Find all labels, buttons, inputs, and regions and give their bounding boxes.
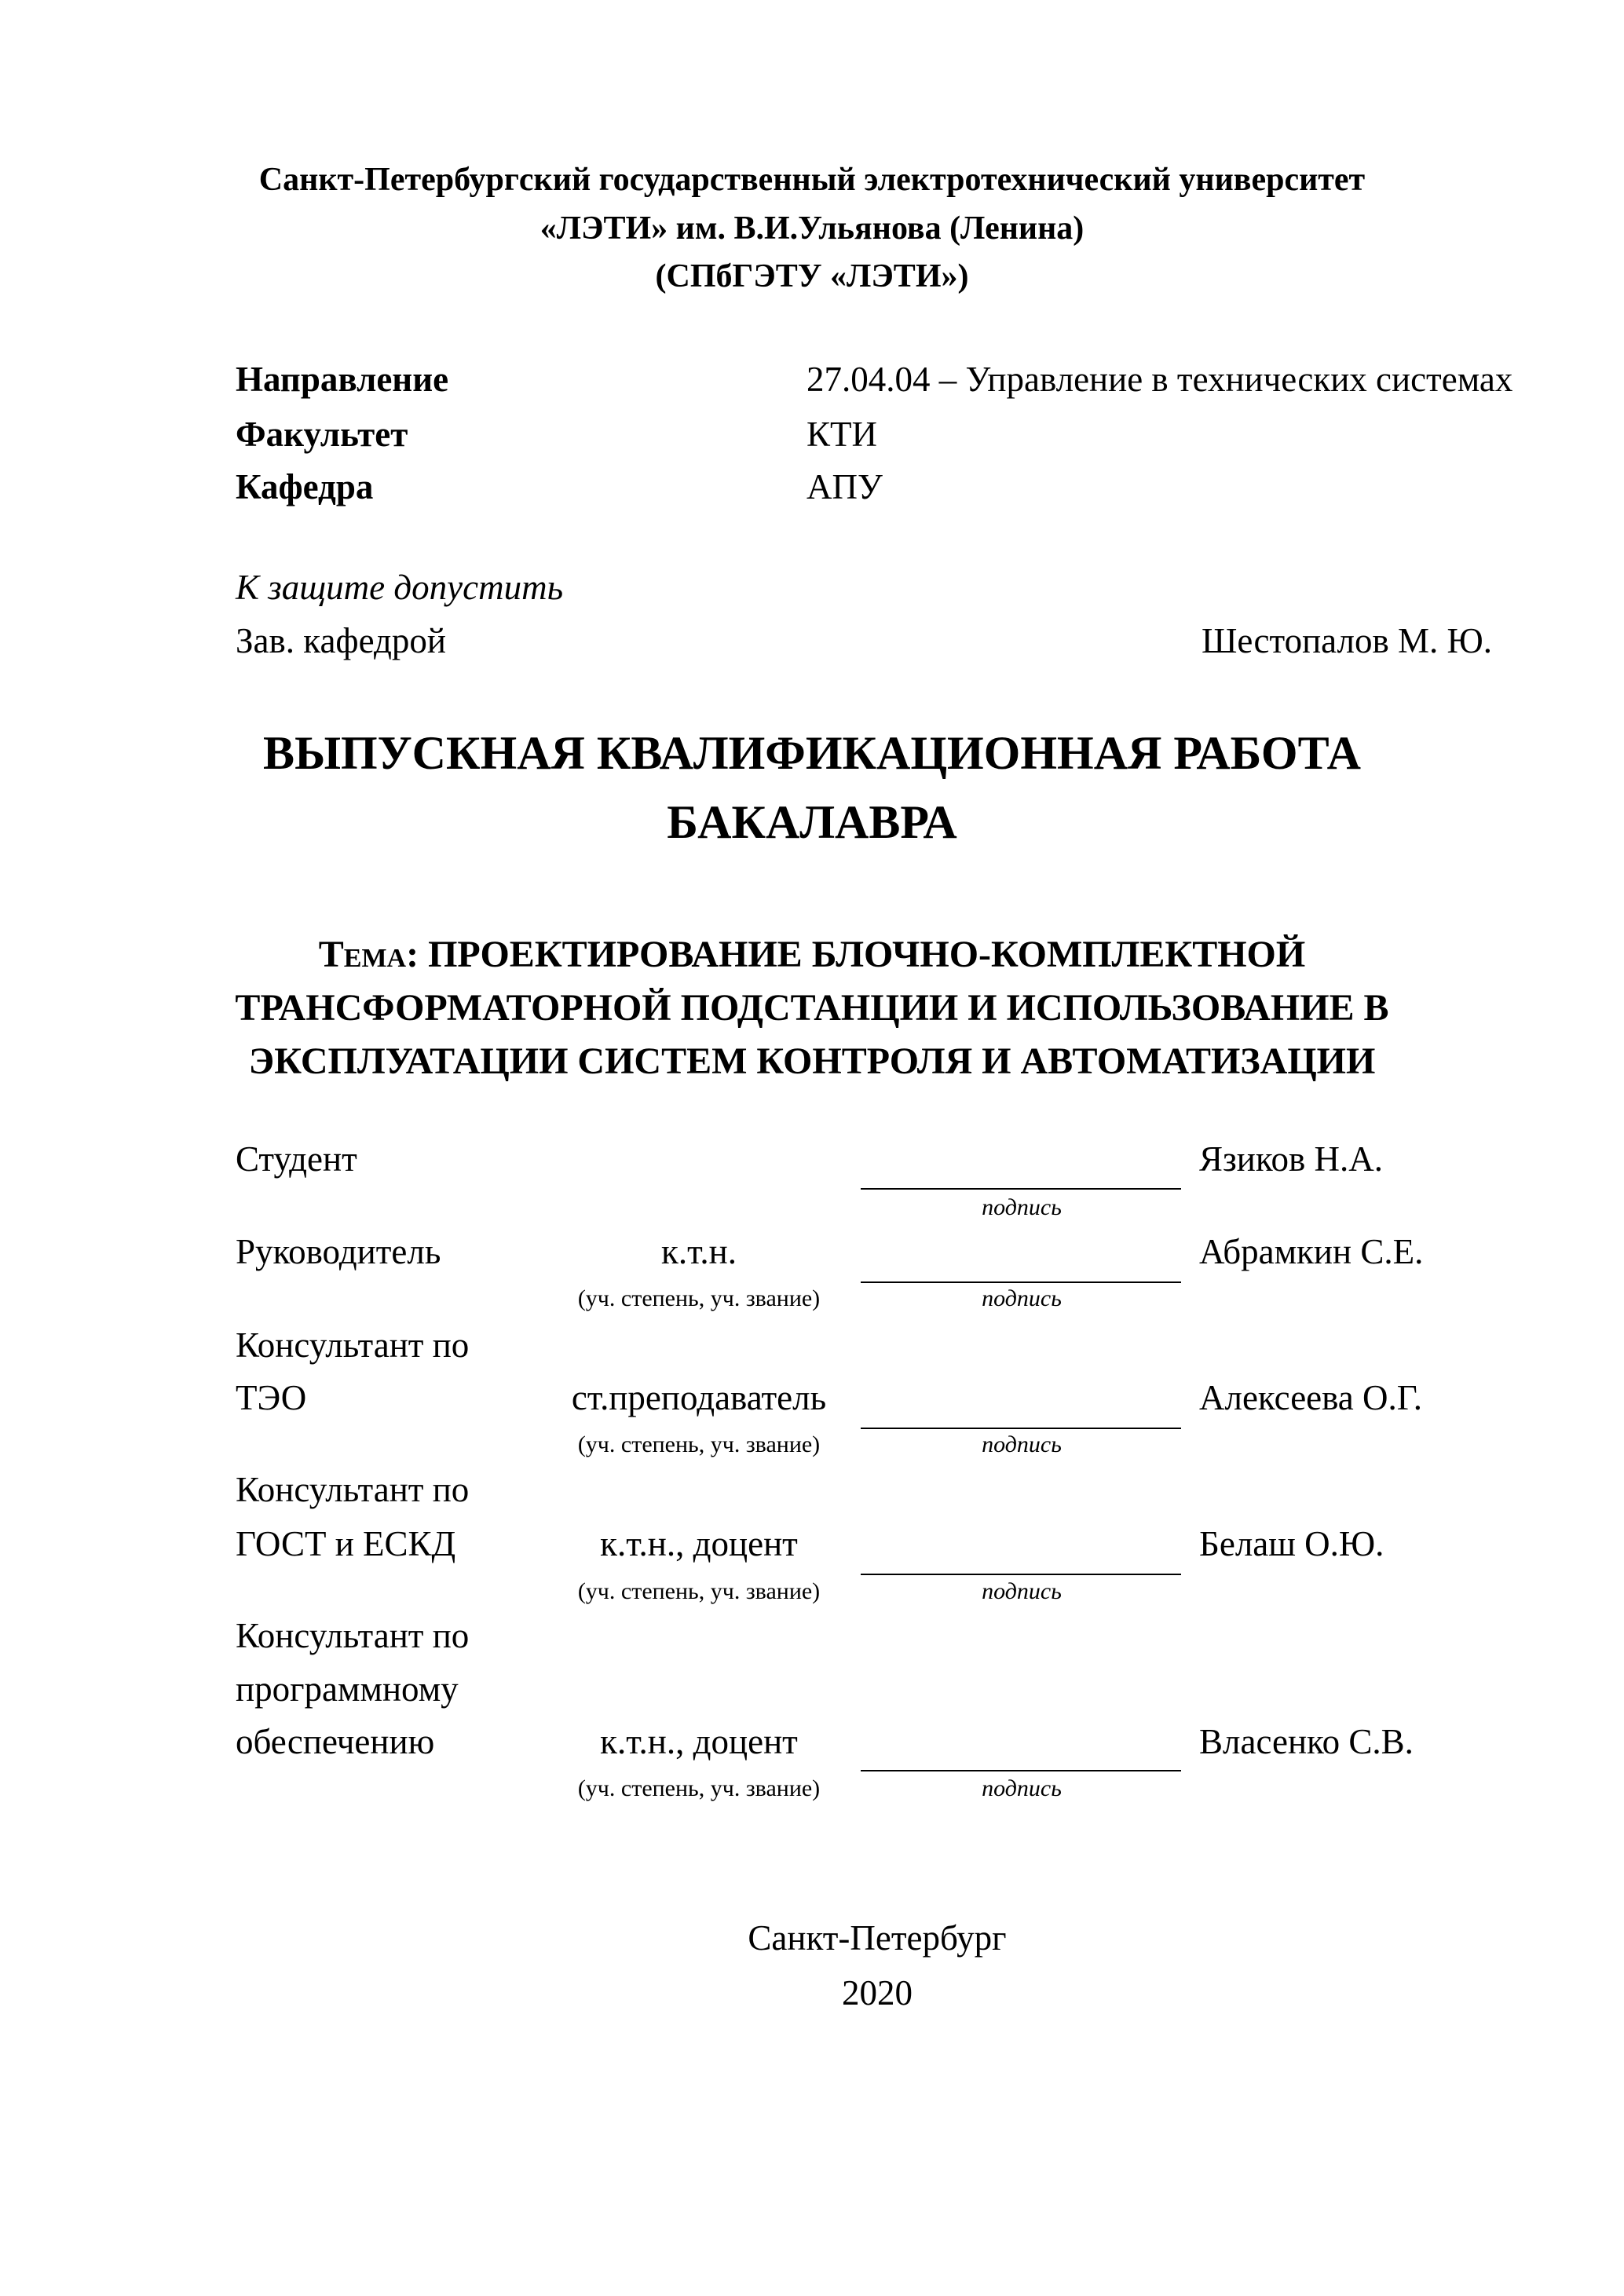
signature-caption: подпись xyxy=(982,1578,1062,1604)
gost-role: Консультант по xyxy=(236,1470,470,1509)
teo-degree: ст.преподаватель xyxy=(571,1378,827,1417)
work-title-line2: БАКАЛАВРА xyxy=(667,796,957,848)
topic-text: ПРОЕКТИРОВАНИЕ БЛОЧНО-КОМПЛЕКТНОЙ xyxy=(428,934,1306,975)
city: Санкт-Петербург xyxy=(748,1918,1007,1958)
teo-role-line2: ТЭО xyxy=(236,1378,307,1417)
university-name-line2: «ЛЭТИ» им. В.И.Ульянова (Ленина) xyxy=(540,210,1084,247)
teo-role: Консультант по xyxy=(236,1325,470,1365)
supervisor-role: Руководитель xyxy=(236,1232,441,1271)
student-role: Студент xyxy=(236,1139,357,1179)
student-name: Язиков Н.А. xyxy=(1199,1139,1383,1179)
signature-line xyxy=(861,1770,1181,1771)
software-role-line3: обеспечению xyxy=(236,1722,435,1761)
supervisor-name: Абрамкин С.Е. xyxy=(1199,1232,1424,1271)
gost-degree: к.т.н., доцент xyxy=(600,1524,798,1563)
teo-name: Алексеева О.Г. xyxy=(1199,1378,1422,1417)
signature-caption: подпись xyxy=(982,1194,1062,1220)
head-name: Шестопалов М. Ю. xyxy=(1202,621,1492,660)
software-name: Власенко С.В. xyxy=(1199,1722,1414,1761)
direction-label: Направление xyxy=(236,360,449,399)
admit-text: К защите допустить xyxy=(236,568,564,607)
faculty-value: КТИ xyxy=(807,415,877,454)
year: 2020 xyxy=(842,1973,913,2013)
topic-prefix: Тема: xyxy=(318,934,419,975)
degree-caption: (уч. степень, уч. звание) xyxy=(577,1578,821,1604)
faculty-label: Факультет xyxy=(236,415,408,454)
signature-line xyxy=(861,1188,1181,1190)
degree-caption: (уч. степень, уч. звание) xyxy=(577,1431,821,1457)
work-title: ВЫПУСКНАЯ КВАЛИФИКАЦИОННАЯ РАБОТА xyxy=(263,727,1361,779)
head-label: Зав. кафедрой xyxy=(236,621,446,660)
signature-line xyxy=(861,1574,1181,1575)
degree-caption: (уч. степень, уч. звание) xyxy=(577,1775,821,1801)
department-value: АПУ xyxy=(807,467,883,506)
supervisor-degree: к.т.н. xyxy=(661,1232,737,1271)
topic-line2: ТРАНСФОРМАТОРНОЙ ПОДСТАНЦИИ И ИСПОЛЬЗОВАНИЕ В xyxy=(235,987,1389,1029)
university-name: Санкт-Петербургский государственный электротехнический университет xyxy=(258,162,1366,198)
university-abbr: (СПбГЭТУ «ЛЭТИ») xyxy=(655,258,969,294)
signature-caption: подпись xyxy=(982,1285,1062,1311)
software-role-line2: программному xyxy=(236,1669,459,1709)
signature-caption: подпись xyxy=(982,1775,1062,1801)
degree-caption: (уч. степень, уч. звание) xyxy=(577,1285,821,1311)
signature-caption: подпись xyxy=(982,1431,1062,1457)
direction-value: 27.04.04 – Управление в технических системах xyxy=(807,360,1513,399)
department-label: Кафедра xyxy=(236,467,374,506)
software-role: Консультант по xyxy=(236,1616,470,1655)
gost-name: Белаш О.Ю. xyxy=(1199,1524,1384,1563)
topic-line1 xyxy=(0,928,1624,982)
topic-line3: ЭКСПЛУАТАЦИИ СИСТЕМ КОНТРОЛЯ И АВТОМАТИЗАЦИИ xyxy=(248,1040,1376,1082)
gost-role-line2: ГОСТ и ЕСКД xyxy=(236,1524,456,1563)
software-degree: к.т.н., доцент xyxy=(600,1722,798,1761)
